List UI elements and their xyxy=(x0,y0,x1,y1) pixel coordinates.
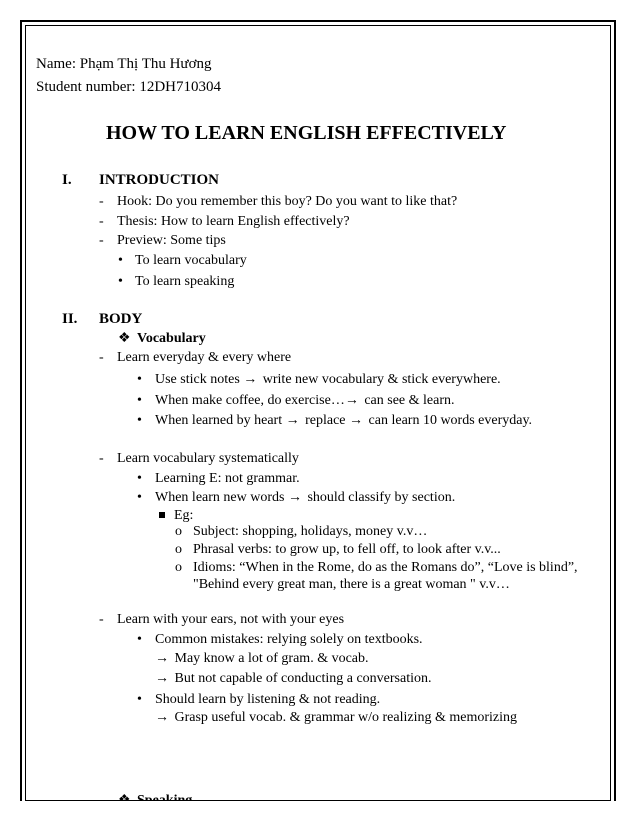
vocab-group-3-label: Learn with your ears, not with your eyes xyxy=(117,612,345,627)
intro-tip-speaking: To learn speaking xyxy=(135,274,235,289)
vocab-g3-item-1-sub-b xyxy=(155,672,431,686)
vocabulary-heading: Vocabulary xyxy=(137,331,206,346)
bullet-marker: • xyxy=(137,632,142,647)
arrow-icon: → xyxy=(243,372,258,387)
document-title: HOW TO LEARN ENGLISH EFFECTIVELY xyxy=(106,122,507,144)
dash-marker: - xyxy=(99,233,104,248)
arrow-icon: → xyxy=(155,671,169,686)
example-idioms-line-2: "Behind every great man, there is a great woman " v.v… xyxy=(193,577,510,592)
text-part: write new vocabulary & stick everywhere. xyxy=(259,372,501,387)
section-numeral-body: II. xyxy=(62,311,78,327)
intro-hook: Hook: Do you remember this boy? Do you want to like that? xyxy=(117,194,458,209)
intro-thesis: Thesis: How to learn English effectively? xyxy=(117,214,350,229)
circle-marker: o xyxy=(175,524,182,539)
vocab-group-2-label: Learn vocabulary systematically xyxy=(117,451,299,466)
text-part: should classify by section. xyxy=(303,490,456,505)
section-heading-intro: INTRODUCTION xyxy=(99,172,220,188)
circle-marker: o xyxy=(175,560,182,575)
vocab-g1-item-3 xyxy=(155,414,532,428)
example-phrasal-verbs: Phrasal verbs: to grow up, to fell off, to look after v.v... xyxy=(193,542,501,557)
text-part: Use stick notes xyxy=(155,372,244,387)
arrow-icon: → xyxy=(285,413,300,428)
bullet-marker: • xyxy=(118,253,123,268)
bullet-marker: • xyxy=(137,490,142,505)
vocab-g2-item-2 xyxy=(155,491,455,505)
bullet-marker: • xyxy=(137,692,142,707)
arrow-icon: → xyxy=(344,393,359,408)
arrow-icon: → xyxy=(349,413,364,428)
dash-marker: - xyxy=(99,350,104,365)
example-subject: Subject: shopping, holidays, money v.v… xyxy=(193,524,428,539)
vocab-g1-item-1 xyxy=(155,373,501,387)
text-part: Grasp useful vocab. & grammar w/o realizing & memorizing xyxy=(174,710,518,725)
arrow-icon: → xyxy=(155,651,169,666)
vocab-g3-item-1-sub-a xyxy=(155,652,369,666)
dash-marker: - xyxy=(99,451,104,466)
bullet-marker: • xyxy=(137,471,142,486)
bullet-marker: • xyxy=(137,372,142,387)
intro-preview: Preview: Some tips xyxy=(117,233,226,248)
text-part: replace xyxy=(301,413,350,428)
intro-tip-vocabulary: To learn vocabulary xyxy=(135,253,247,268)
dash-marker: - xyxy=(99,612,104,627)
bullet-marker: • xyxy=(137,413,142,428)
text-part: can see & learn. xyxy=(360,393,455,408)
arrow-icon: → xyxy=(287,490,302,505)
text-part: When make coffee, do exercise… xyxy=(155,393,345,408)
example-label: Eg: xyxy=(174,508,194,523)
page-cutoff xyxy=(0,801,638,826)
bullet-marker: • xyxy=(137,393,142,408)
dash-marker: - xyxy=(99,214,104,229)
text-part: When learn new words xyxy=(155,490,288,505)
bullet-marker: • xyxy=(118,274,123,289)
dash-marker: - xyxy=(99,194,104,209)
diamond-icon: ❖ xyxy=(118,331,131,346)
circle-marker: o xyxy=(175,542,182,557)
example-idioms-line-1: Idioms: “When in the Rome, do as the Romans do”, “Love is blind”, xyxy=(193,560,578,575)
section-heading-body: BODY xyxy=(99,311,143,327)
vocab-group-1-label: Learn everyday & every where xyxy=(117,350,292,365)
text-part: But not capable of conducting a conversation. xyxy=(174,671,432,686)
text-part: May know a lot of gram. & vocab. xyxy=(174,651,369,666)
vocab-g3-item-1: Common mistakes: relying solely on textbooks. xyxy=(155,632,423,647)
student-name: Name: Phạm Thị Thu Hương xyxy=(36,56,212,72)
student-number: Student number: 12DH710304 xyxy=(36,79,221,95)
section-numeral-intro: I. xyxy=(62,172,72,188)
vocab-g3-item-2: Should learn by listening & not reading. xyxy=(155,692,381,707)
arrow-icon: → xyxy=(155,710,169,725)
vocab-g1-item-2 xyxy=(155,394,455,408)
text-part: can learn 10 words everyday. xyxy=(365,413,533,428)
vocab-g3-item-2-sub-a xyxy=(155,711,517,725)
vocab-g2-item-1: Learning E: not grammar. xyxy=(155,471,300,486)
text-part: When learned by heart xyxy=(155,413,286,428)
square-bullet-icon xyxy=(159,509,165,523)
